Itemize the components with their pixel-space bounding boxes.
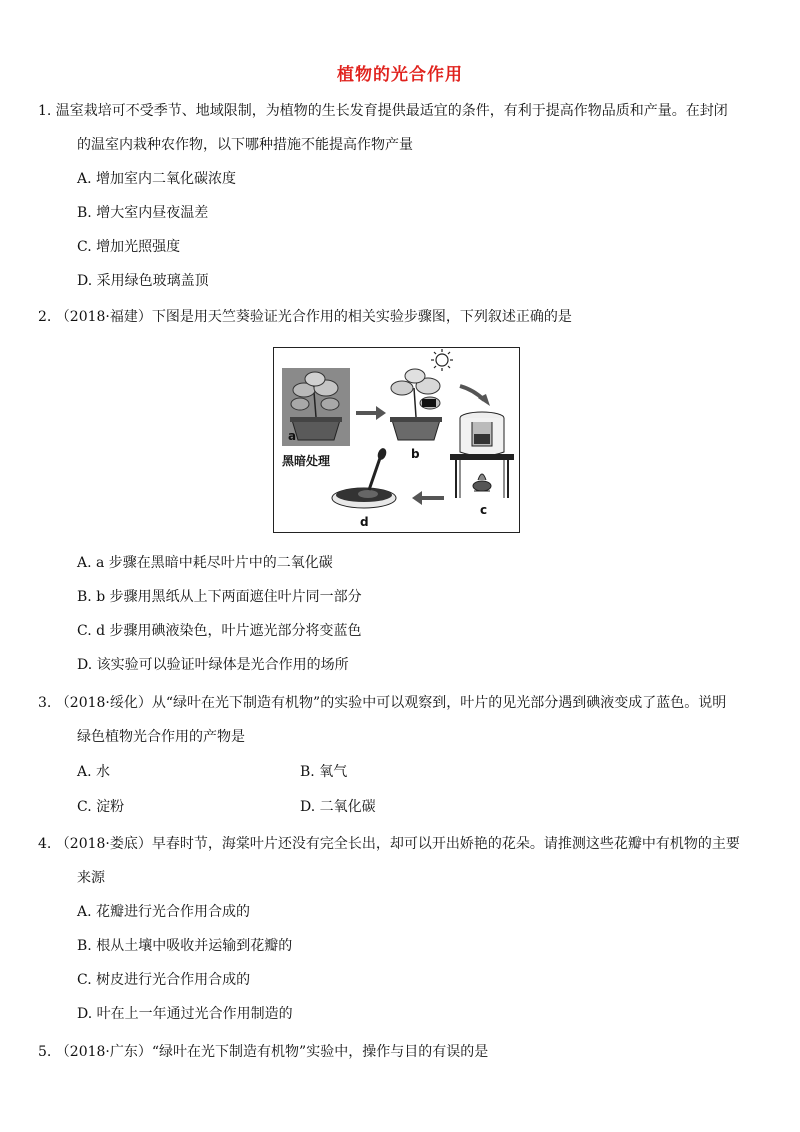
question-3-option-b: B. 氧气 bbox=[300, 764, 348, 780]
question-2-option-a: A. a 步骤在黑暗中耗尽叶片中的二氧化碳 bbox=[77, 555, 333, 571]
question-3-stem-line-2: 绿色植物光合作用的产物是 bbox=[77, 729, 245, 745]
question-2-stem: 2. （2018·福建）下图是用天竺葵验证光合作用的相关实验步骤图，下列叙述正确的是 bbox=[38, 309, 572, 325]
question-4-stem-line-2: 来源 bbox=[77, 870, 105, 886]
question-2-option-b: B. b 步骤用黑纸从上下两面遮住叶片同一部分 bbox=[77, 589, 362, 605]
potted-plant-b-icon bbox=[390, 369, 442, 440]
question-4-option-b: B. 根从土壤中吸收并运输到花瓣的 bbox=[77, 938, 293, 954]
question-1-option-c: C. 增加光照强度 bbox=[77, 239, 181, 255]
arrow-b-to-c-icon bbox=[460, 386, 490, 406]
question-2-option-d: D. 该实验可以验证叶绿体是光合作用的场所 bbox=[77, 657, 349, 673]
page-title: 植物的光合作用 bbox=[337, 65, 463, 85]
experiment-steps-diagram bbox=[274, 348, 518, 531]
step-label-b: b bbox=[411, 447, 420, 461]
question-5-stem: 5. （2018·广东）“绿叶在光下制造有机物”实验中，操作与目的有误的是 bbox=[38, 1044, 489, 1060]
question-4-option-c: C. 树皮进行光合作用合成的 bbox=[77, 972, 251, 988]
question-1-stem-line-2: 的温室内栽种农作物，以下哪种措施不能提高作物产量 bbox=[77, 137, 413, 153]
step-label-d: d bbox=[360, 515, 369, 529]
question-1-option-b: B. 增大室内昼夜温差 bbox=[77, 205, 209, 221]
question-3-option-d: D. 二氧化碳 bbox=[300, 799, 376, 815]
petri-dish-with-dropper-icon bbox=[332, 447, 396, 508]
arrow-a-to-b-icon bbox=[356, 406, 386, 420]
question-1-option-d: D. 采用绿色玻璃盖顶 bbox=[77, 273, 209, 289]
question-4-stem-line-1: 4. （2018·娄底）早春时节，海棠叶片还没有完全长出，却可以开出娇艳的花朵。请推测这些花瓣中有机物的主要 bbox=[38, 836, 740, 852]
question-3-stem-line-1: 3. （2018·绥化）从“绿叶在光下制造有机物”的实验中可以观察到，叶片的见光部分遇到碘液变成了蓝色。说明 bbox=[38, 695, 727, 711]
sun-icon bbox=[431, 349, 453, 371]
water-bath-heating-apparatus-icon bbox=[450, 412, 514, 498]
question-4-option-a: A. 花瓣进行光合作用合成的 bbox=[77, 904, 251, 920]
step-label-c: c bbox=[480, 503, 488, 517]
question-1-option-a: A. 增加室内二氧化碳浓度 bbox=[77, 171, 237, 187]
dark-treatment-caption: 黑暗处理 bbox=[282, 454, 331, 468]
experiment-steps-figure bbox=[273, 347, 520, 533]
question-3-option-c: C. 淀粉 bbox=[77, 799, 125, 815]
question-1-stem-line-1: 1. 温室栽培可不受季节、地域限制，为植物的生长发育提供最适宜的条件，有利于提高作物品质和产量。在封闭 bbox=[38, 103, 728, 119]
question-4-option-d: D. 叶在上一年通过光合作用制造的 bbox=[77, 1006, 293, 1022]
question-2-option-c: C. d 步骤用碘液染色，叶片遮光部分将变蓝色 bbox=[77, 623, 362, 639]
step-label-a: a bbox=[288, 429, 297, 443]
arrow-c-to-d-icon bbox=[412, 491, 444, 505]
question-3-option-a: A. 水 bbox=[77, 764, 111, 780]
